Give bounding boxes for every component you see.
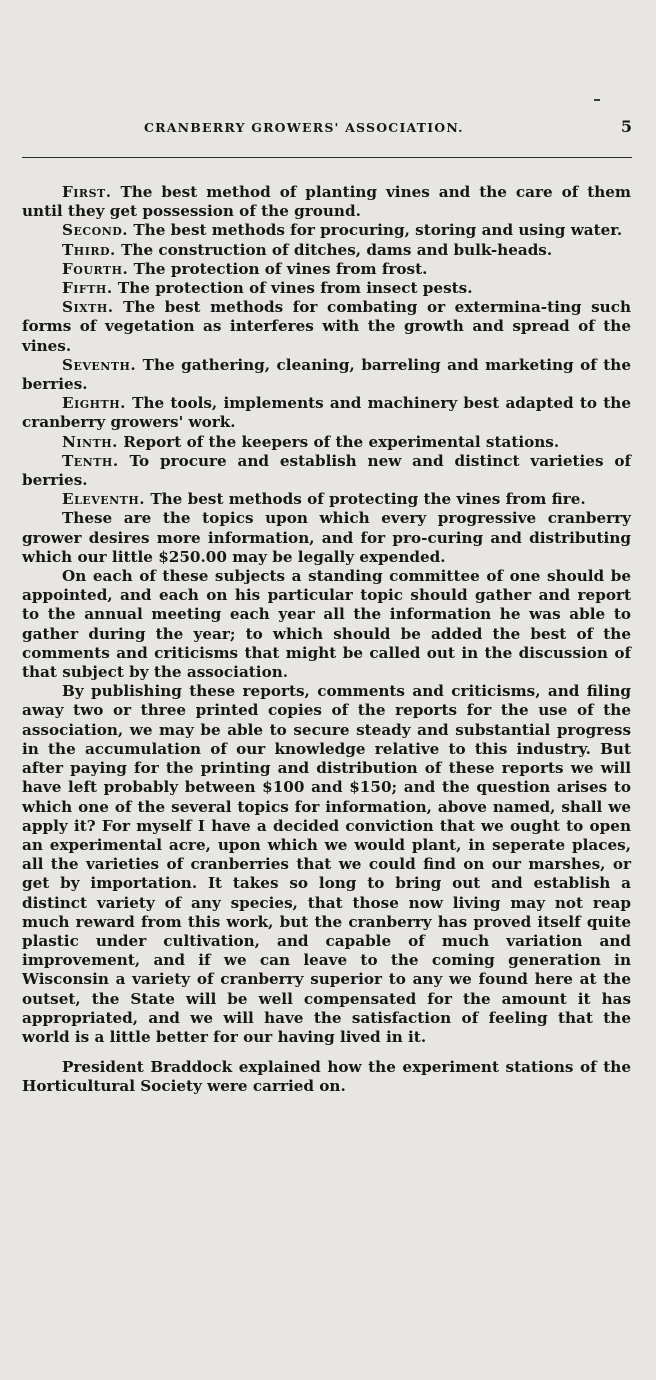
topic-sixth [22,298,631,356]
topic-lead: Tenth. [62,451,119,470]
topic-lead: Seventh. [62,355,137,374]
paragraph-experimental-acre: By publishing these reports, comments and criticisms, and filing away two or three printed copies of the reports for the use of the association, we may be able to secure steady and substantial progress in the accumulation of our knowledge relative to this industry. But after paying for the printing and distribution of these reports we will have left probably between $100 and $150; and the question arises to which one of the several topics for information, above named, shall we apply it? For myself I have a decided conviction that we ought to open an experimental acre, upon which we would plant, in seperate places, all the varieties of cranberries that we could find on our marshes, or get by importation. It takes so long to bring out and establish a distinct variety of any species, that those now living may not reap much reward from this work, but the cranberry has proved itself quite plastic under cultivation, and capable of much variation and improvement, and if we can leave to the coming generation in Wisconsin a variety of cranberry superior to any we found here at the outset, the State will be well compensated for the amount it has appropriated, and we will have the satisfaction of feeling that the world is a little better for our having lived in it. [22,682,631,1046]
topic-text: Report of the keepers of the experimental stations. [117,432,560,451]
topic-fifth [22,279,631,298]
topic-lead: Fourth. [62,259,129,278]
topic-lead: Third. [62,240,116,259]
topic-ninth [22,433,631,452]
page-number: 5 [620,117,632,136]
topic-eighth [22,394,631,432]
margin-mark [594,99,600,101]
topic-third [22,241,631,260]
topic-text: The best methods for procuring, storing and using water. [128,221,623,240]
topic-text: The protection of vines from frost. [128,259,428,278]
topic-eleventh [22,490,631,509]
topic-text: The construction of ditches, dams and bulk-heads. [115,240,553,259]
topic-lead: Second. [62,221,129,240]
topic-text: To procure and establish new and distinct varieties of berries. [22,451,631,490]
topic-text: The protection of vines from insect pests. [112,279,473,298]
running-title: CRANBERRY GROWERS' ASSOCIATION. [144,120,464,135]
paragraph-committees: On each of these subjects a standing committee of one should be appointed, and each on his particular topic should gather and report to the annual meeting each year all the information he was able to gather during the year; to which should be added the best of the comments and criticisms that might be called out in the discussion of that subject by the association. [22,567,631,682]
topic-seventh [22,356,631,394]
topic-lead: Ninth. [62,432,118,451]
topic-lead: First. [62,183,112,201]
topic-text: The best methods for combating or extermina-ting such forms of vegetation as interferes with the growth and spread of the vines. [22,298,631,355]
topic-text: The best methods of protecting the vines from fire. [145,490,586,509]
topic-fourth [22,260,631,279]
paragraph-closing: President Braddock explained how the experiment stations of the Horticultural Society were carried on. [22,1058,631,1096]
topic-lead: Eleventh. [62,490,146,509]
topic-text: The tools, implements and machinery best adapted to the cranberry growers' work. [22,394,631,432]
topic-second [22,221,631,240]
header-rule [22,157,632,158]
topic-tenth [22,452,631,490]
topic-first [22,183,631,221]
running-header [24,118,632,140]
topic-text: The best method of planting vines and the care of them until they get possession of the ground. [22,183,631,221]
topic-text: The gathering, cleaning, barreling and marketing of the berries. [22,355,631,394]
topic-lead: Fifth. [62,279,113,298]
topic-lead: Eighth. [62,394,126,413]
page-body [22,183,631,1097]
topic-lead: Sixth. [62,298,114,317]
paragraph-topics-summary: These are the topics upon which every progressive cranberry grower desires more information, and for pro-curing and distributing which our little $250.00 may be legally expended. [22,509,631,566]
